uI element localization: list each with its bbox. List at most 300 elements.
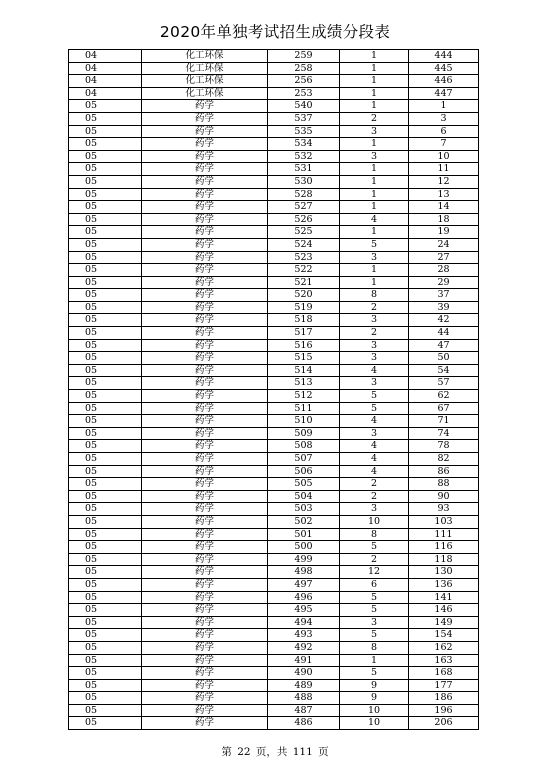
count-cell: 1 (340, 100, 409, 113)
major-cell: 药学 (142, 515, 268, 528)
major-cell: 药学 (142, 112, 268, 125)
category-code-cell: 05 (69, 478, 142, 491)
major-cell: 药学 (142, 616, 268, 629)
count-cell: 1 (340, 276, 409, 289)
footer-middle: 页，共 (255, 746, 288, 758)
count-cell: 12 (340, 566, 409, 579)
category-code-cell: 05 (69, 390, 142, 403)
major-cell: 药学 (142, 704, 268, 717)
score-cell: 253 (268, 87, 340, 100)
table-row (69, 566, 479, 579)
count-cell: 1 (340, 226, 409, 239)
score-cell: 498 (268, 566, 340, 579)
score-cell: 505 (268, 478, 340, 491)
score-cell: 500 (268, 541, 340, 554)
table-row (69, 490, 479, 503)
table-row (69, 175, 479, 188)
score-table-body (69, 50, 479, 730)
cumulative-cell: 12 (409, 175, 479, 188)
cumulative-cell: 444 (409, 50, 479, 63)
count-cell: 1 (340, 50, 409, 63)
category-code-cell: 05 (69, 402, 142, 415)
major-cell: 药学 (142, 717, 268, 730)
category-code-cell: 05 (69, 440, 142, 453)
major-cell: 药学 (142, 276, 268, 289)
cumulative-cell: 136 (409, 578, 479, 591)
cumulative-cell: 88 (409, 478, 479, 491)
count-cell: 1 (340, 75, 409, 88)
table-row (69, 692, 479, 705)
category-code-cell: 05 (69, 654, 142, 667)
major-cell: 化工环保 (142, 75, 268, 88)
table-row (69, 377, 479, 390)
category-code-cell: 05 (69, 163, 142, 176)
score-cell: 511 (268, 402, 340, 415)
count-cell: 3 (340, 352, 409, 365)
count-cell: 5 (340, 402, 409, 415)
count-cell: 3 (340, 314, 409, 327)
major-cell: 药学 (142, 226, 268, 239)
footer-page-number: 22 (237, 746, 251, 758)
count-cell: 10 (340, 704, 409, 717)
cumulative-cell: 177 (409, 679, 479, 692)
score-cell: 491 (268, 654, 340, 667)
category-code-cell: 05 (69, 515, 142, 528)
cumulative-cell: 29 (409, 276, 479, 289)
count-cell: 5 (340, 591, 409, 604)
cumulative-cell: 86 (409, 465, 479, 478)
cumulative-cell: 186 (409, 692, 479, 705)
table-row (69, 289, 479, 302)
category-code-cell: 05 (69, 629, 142, 642)
count-cell: 4 (340, 415, 409, 428)
cumulative-cell: 168 (409, 667, 479, 680)
cumulative-cell: 54 (409, 364, 479, 377)
table-row (69, 641, 479, 654)
count-cell: 2 (340, 327, 409, 340)
count-cell: 3 (340, 616, 409, 629)
category-code-cell: 05 (69, 578, 142, 591)
score-cell: 523 (268, 251, 340, 264)
category-code-cell: 05 (69, 138, 142, 151)
score-cell: 486 (268, 717, 340, 730)
category-code-cell: 05 (69, 604, 142, 617)
category-code-cell: 05 (69, 213, 142, 226)
score-cell: 532 (268, 150, 340, 163)
major-cell: 药学 (142, 541, 268, 554)
score-cell: 497 (268, 578, 340, 591)
table-row (69, 352, 479, 365)
score-cell: 489 (268, 679, 340, 692)
table-row (69, 301, 479, 314)
cumulative-cell: 162 (409, 641, 479, 654)
score-cell: 540 (268, 100, 340, 113)
cumulative-cell: 7 (409, 138, 479, 151)
score-cell: 528 (268, 188, 340, 201)
count-cell: 4 (340, 364, 409, 377)
count-cell: 1 (340, 175, 409, 188)
count-cell: 4 (340, 453, 409, 466)
footer-suffix: 页 (318, 746, 329, 758)
score-cell: 501 (268, 528, 340, 541)
major-cell: 药学 (142, 591, 268, 604)
table-row (69, 364, 479, 377)
count-cell: 1 (340, 188, 409, 201)
count-cell: 3 (340, 377, 409, 390)
cumulative-cell: 116 (409, 541, 479, 554)
category-code-cell: 05 (69, 415, 142, 428)
cumulative-cell: 141 (409, 591, 479, 604)
score-cell: 516 (268, 339, 340, 352)
score-cell: 531 (268, 163, 340, 176)
score-cell: 509 (268, 427, 340, 440)
major-cell: 药学 (142, 478, 268, 491)
major-cell: 药学 (142, 213, 268, 226)
score-cell: 520 (268, 289, 340, 302)
count-cell: 2 (340, 301, 409, 314)
cumulative-cell: 74 (409, 427, 479, 440)
count-cell: 1 (340, 62, 409, 75)
major-cell: 药学 (142, 465, 268, 478)
count-cell: 8 (340, 641, 409, 654)
score-cell: 507 (268, 453, 340, 466)
score-cell: 488 (268, 692, 340, 705)
category-code-cell: 05 (69, 591, 142, 604)
score-cell: 496 (268, 591, 340, 604)
category-code-cell: 05 (69, 528, 142, 541)
major-cell: 药学 (142, 327, 268, 340)
major-cell: 药学 (142, 314, 268, 327)
cumulative-cell: 39 (409, 301, 479, 314)
cumulative-cell: 42 (409, 314, 479, 327)
major-cell: 药学 (142, 629, 268, 642)
category-code-cell: 05 (69, 679, 142, 692)
score-cell: 537 (268, 112, 340, 125)
table-row (69, 591, 479, 604)
major-cell: 药学 (142, 503, 268, 516)
table-row (69, 75, 479, 88)
score-cell: 506 (268, 465, 340, 478)
cumulative-cell: 6 (409, 125, 479, 138)
score-cell: 490 (268, 667, 340, 680)
score-cell: 526 (268, 213, 340, 226)
count-cell: 4 (340, 465, 409, 478)
table-row (69, 138, 479, 151)
major-cell: 药学 (142, 100, 268, 113)
cumulative-cell: 1 (409, 100, 479, 113)
cumulative-cell: 57 (409, 377, 479, 390)
score-cell: 508 (268, 440, 340, 453)
category-code-cell: 05 (69, 541, 142, 554)
cumulative-cell: 10 (409, 150, 479, 163)
major-cell: 药学 (142, 251, 268, 264)
table-row (69, 427, 479, 440)
count-cell: 3 (340, 503, 409, 516)
count-cell: 5 (340, 238, 409, 251)
count-cell: 2 (340, 112, 409, 125)
major-cell: 药学 (142, 604, 268, 617)
table-row (69, 465, 479, 478)
major-cell: 化工环保 (142, 50, 268, 63)
count-cell: 9 (340, 692, 409, 705)
cumulative-cell: 3 (409, 112, 479, 125)
major-cell: 药学 (142, 364, 268, 377)
cumulative-cell: 146 (409, 604, 479, 617)
major-cell: 药学 (142, 578, 268, 591)
footer-total-pages: 111 (292, 746, 313, 758)
category-code-cell: 04 (69, 75, 142, 88)
score-cell: 259 (268, 50, 340, 63)
count-cell: 1 (340, 138, 409, 151)
score-cell: 494 (268, 616, 340, 629)
major-cell: 药学 (142, 377, 268, 390)
major-cell: 化工环保 (142, 87, 268, 100)
category-code-cell: 04 (69, 50, 142, 63)
table-row (69, 553, 479, 566)
major-cell: 药学 (142, 301, 268, 314)
count-cell: 5 (340, 629, 409, 642)
category-code-cell: 04 (69, 62, 142, 75)
count-cell: 2 (340, 490, 409, 503)
count-cell: 4 (340, 213, 409, 226)
score-cell: 524 (268, 238, 340, 251)
category-code-cell: 05 (69, 377, 142, 390)
score-cell: 256 (268, 75, 340, 88)
category-code-cell: 05 (69, 314, 142, 327)
score-cell: 503 (268, 503, 340, 516)
table-row (69, 188, 479, 201)
count-cell: 3 (340, 251, 409, 264)
table-row (69, 667, 479, 680)
table-row (69, 679, 479, 692)
major-cell: 药学 (142, 440, 268, 453)
score-cell: 535 (268, 125, 340, 138)
score-cell: 513 (268, 377, 340, 390)
category-code-cell: 05 (69, 125, 142, 138)
cumulative-cell: 446 (409, 75, 479, 88)
major-cell: 药学 (142, 289, 268, 302)
count-cell: 1 (340, 87, 409, 100)
cumulative-cell: 206 (409, 717, 479, 730)
table-row (69, 717, 479, 730)
cumulative-cell: 19 (409, 226, 479, 239)
cumulative-cell: 82 (409, 453, 479, 466)
cumulative-cell: 67 (409, 402, 479, 415)
category-code-cell: 05 (69, 327, 142, 340)
count-cell: 1 (340, 201, 409, 214)
count-cell: 9 (340, 679, 409, 692)
major-cell: 药学 (142, 641, 268, 654)
score-cell: 534 (268, 138, 340, 151)
count-cell: 1 (340, 264, 409, 277)
count-cell: 2 (340, 478, 409, 491)
score-cell: 512 (268, 390, 340, 403)
count-cell: 1 (340, 163, 409, 176)
category-code-cell: 05 (69, 704, 142, 717)
table-row (69, 528, 479, 541)
category-code-cell: 05 (69, 264, 142, 277)
cumulative-cell: 62 (409, 390, 479, 403)
category-code-cell: 05 (69, 352, 142, 365)
category-code-cell: 05 (69, 289, 142, 302)
cumulative-cell: 27 (409, 251, 479, 264)
table-row (69, 503, 479, 516)
major-cell: 药学 (142, 264, 268, 277)
table-row (69, 541, 479, 554)
count-cell: 3 (340, 427, 409, 440)
cumulative-cell: 24 (409, 238, 479, 251)
major-cell: 药学 (142, 352, 268, 365)
cumulative-cell: 13 (409, 188, 479, 201)
table-row (69, 314, 479, 327)
major-cell: 药学 (142, 402, 268, 415)
table-row (69, 50, 479, 63)
category-code-cell: 05 (69, 150, 142, 163)
category-code-cell: 05 (69, 641, 142, 654)
score-cell: 495 (268, 604, 340, 617)
table-row (69, 150, 479, 163)
table-row (69, 704, 479, 717)
cumulative-cell: 163 (409, 654, 479, 667)
major-cell: 药学 (142, 490, 268, 503)
table-row (69, 440, 479, 453)
category-code-cell: 05 (69, 453, 142, 466)
major-cell: 药学 (142, 566, 268, 579)
score-cell: 504 (268, 490, 340, 503)
table-row (69, 226, 479, 239)
major-cell: 药学 (142, 553, 268, 566)
major-cell: 药学 (142, 679, 268, 692)
category-code-cell: 05 (69, 503, 142, 516)
major-cell: 药学 (142, 188, 268, 201)
cumulative-cell: 11 (409, 163, 479, 176)
cumulative-cell: 118 (409, 553, 479, 566)
count-cell: 5 (340, 604, 409, 617)
table-row (69, 616, 479, 629)
score-cell: 514 (268, 364, 340, 377)
score-cell: 499 (268, 553, 340, 566)
major-cell: 药学 (142, 528, 268, 541)
count-cell: 5 (340, 390, 409, 403)
cumulative-cell: 18 (409, 213, 479, 226)
score-cell: 502 (268, 515, 340, 528)
score-cell: 515 (268, 352, 340, 365)
count-cell: 6 (340, 578, 409, 591)
score-cell: 525 (268, 226, 340, 239)
count-cell: 10 (340, 717, 409, 730)
score-cell: 493 (268, 629, 340, 642)
page-title: 2020年单独考试招生成绩分段表 (159, 23, 391, 41)
category-code-cell: 05 (69, 717, 142, 730)
category-code-cell: 05 (69, 301, 142, 314)
page-footer (0, 744, 550, 759)
table-row (69, 415, 479, 428)
count-cell: 2 (340, 553, 409, 566)
cumulative-cell: 111 (409, 528, 479, 541)
table-row (69, 238, 479, 251)
category-code-cell: 05 (69, 566, 142, 579)
cumulative-cell: 14 (409, 201, 479, 214)
score-table (68, 49, 479, 730)
major-cell: 药学 (142, 415, 268, 428)
cumulative-cell: 149 (409, 616, 479, 629)
major-cell: 药学 (142, 125, 268, 138)
category-code-cell: 05 (69, 226, 142, 239)
category-code-cell: 05 (69, 465, 142, 478)
major-cell: 药学 (142, 692, 268, 705)
count-cell: 4 (340, 440, 409, 453)
table-row (69, 163, 479, 176)
category-code-cell: 05 (69, 490, 142, 503)
score-cell: 487 (268, 704, 340, 717)
category-code-cell: 05 (69, 251, 142, 264)
major-cell: 药学 (142, 453, 268, 466)
category-code-cell: 05 (69, 364, 142, 377)
cumulative-cell: 154 (409, 629, 479, 642)
table-row (69, 327, 479, 340)
cumulative-cell: 28 (409, 264, 479, 277)
score-cell: 527 (268, 201, 340, 214)
score-cell: 258 (268, 62, 340, 75)
cumulative-cell: 447 (409, 87, 479, 100)
count-cell: 3 (340, 339, 409, 352)
table-row (69, 276, 479, 289)
count-cell: 1 (340, 654, 409, 667)
table-row (69, 402, 479, 415)
table-row (69, 478, 479, 491)
count-cell: 8 (340, 528, 409, 541)
table-row (69, 213, 479, 226)
major-cell: 药学 (142, 339, 268, 352)
table-row (69, 453, 479, 466)
table-row (69, 62, 479, 75)
table-row (69, 87, 479, 100)
table-row (69, 390, 479, 403)
major-cell: 化工环保 (142, 62, 268, 75)
cumulative-cell: 445 (409, 62, 479, 75)
major-cell: 药学 (142, 667, 268, 680)
cumulative-cell: 44 (409, 327, 479, 340)
major-cell: 药学 (142, 238, 268, 251)
score-cell: 522 (268, 264, 340, 277)
cumulative-cell: 50 (409, 352, 479, 365)
table-row (69, 251, 479, 264)
category-code-cell: 04 (69, 87, 142, 100)
major-cell: 药学 (142, 427, 268, 440)
cumulative-cell: 196 (409, 704, 479, 717)
category-code-cell: 05 (69, 188, 142, 201)
table-row (69, 629, 479, 642)
table-row (69, 100, 479, 113)
count-cell: 3 (340, 125, 409, 138)
table-row (69, 604, 479, 617)
count-cell: 5 (340, 541, 409, 554)
cumulative-cell: 90 (409, 490, 479, 503)
count-cell: 5 (340, 667, 409, 680)
category-code-cell: 05 (69, 616, 142, 629)
table-row (69, 201, 479, 214)
score-cell: 530 (268, 175, 340, 188)
score-cell: 519 (268, 301, 340, 314)
category-code-cell: 05 (69, 692, 142, 705)
count-cell: 10 (340, 515, 409, 528)
category-code-cell: 05 (69, 427, 142, 440)
category-code-cell: 05 (69, 553, 142, 566)
table-row (69, 339, 479, 352)
major-cell: 药学 (142, 654, 268, 667)
category-code-cell: 05 (69, 175, 142, 188)
cumulative-cell: 78 (409, 440, 479, 453)
